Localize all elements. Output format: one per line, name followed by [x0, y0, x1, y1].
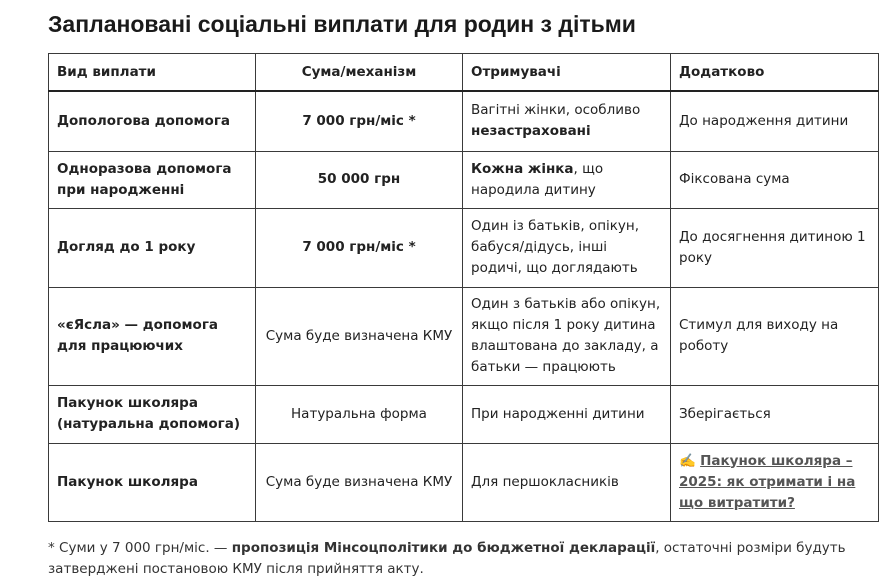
table-row [49, 287, 879, 385]
header-additional: Додатково [671, 54, 879, 92]
footnote-text: * Суми у 7 000 грн/міс. — [48, 539, 232, 556]
payment-name: Догляд до 1 року [49, 208, 256, 287]
recipients-text: Вагітні жінки, особливо [471, 102, 641, 119]
recipients-text-tail: , що народила дитину [471, 160, 604, 198]
table-row [49, 91, 879, 151]
payments-table [48, 53, 879, 522]
payment-amount: 50 000 грн [256, 151, 463, 208]
payment-extra: Стимул для виходу на роботу [671, 287, 879, 385]
table-row [49, 208, 879, 287]
header-recipients: Отримувачі [463, 54, 671, 92]
writing-hand-icon: ✍️ [679, 452, 696, 469]
payment-recipients: Один із батьків, опікун, бабуся/дідусь, інші родичі, що доглядають [463, 208, 671, 287]
school-kit-article-link[interactable]: Пакунок школяра – 2025: як отримати і на що витратити? [679, 452, 856, 511]
payment-name: Одноразова допомога при народженні [49, 151, 256, 208]
header-amount: Сума/механізм [256, 54, 463, 92]
page-title: Заплановані соціальні виплати для родин з дітьми [48, 11, 636, 37]
payment-extra [671, 443, 879, 521]
table-header-row [49, 54, 879, 92]
recipients-emphasis: незастраховані [471, 123, 591, 140]
payment-recipients [463, 91, 671, 151]
footnote-text-tail: , остаточні розміри будуть затверджені постановою КМУ після прийняття акту. [48, 539, 846, 577]
recipients-emphasis: Кожна жінка [471, 160, 574, 177]
payment-amount: 7 000 грн/міс * [256, 208, 463, 287]
footnote [48, 538, 848, 580]
payment-name: Пакунок школяра [49, 443, 256, 521]
payment-name: Пакунок школяра (натуральна допомога) [49, 385, 256, 443]
payment-recipients: При народженні дитини [463, 385, 671, 443]
table-row [49, 385, 879, 443]
footnote-emphasis: пропозиція Мінсоцполітики до бюджетної декларації [231, 539, 656, 556]
payment-amount: Сума буде визначена КМУ [256, 443, 463, 521]
payment-name: Допологова допомога [49, 91, 256, 151]
payment-recipients: Для першокласників [463, 443, 671, 521]
payment-name: «єЯсла» — допомога для працюючих [49, 287, 256, 385]
payment-extra: До досягнення дитиною 1 року [671, 208, 879, 287]
payment-amount: Сума буде визначена КМУ [256, 287, 463, 385]
payment-amount: Натуральна форма [256, 385, 463, 443]
table-row [49, 151, 879, 208]
payment-recipients [463, 151, 671, 208]
payment-extra: Фіксована сума [671, 151, 879, 208]
payment-extra: До народження дитини [671, 91, 879, 151]
header-payment-type: Вид виплати [49, 54, 256, 92]
payment-amount: 7 000 грн/міс * [256, 91, 463, 151]
payment-extra: Зберігається [671, 385, 879, 443]
payment-recipients: Один з батьків або опікун, якщо після 1 року дитина влаштована до закладу, а батьки — працюють [463, 287, 671, 385]
table-row [49, 443, 879, 521]
